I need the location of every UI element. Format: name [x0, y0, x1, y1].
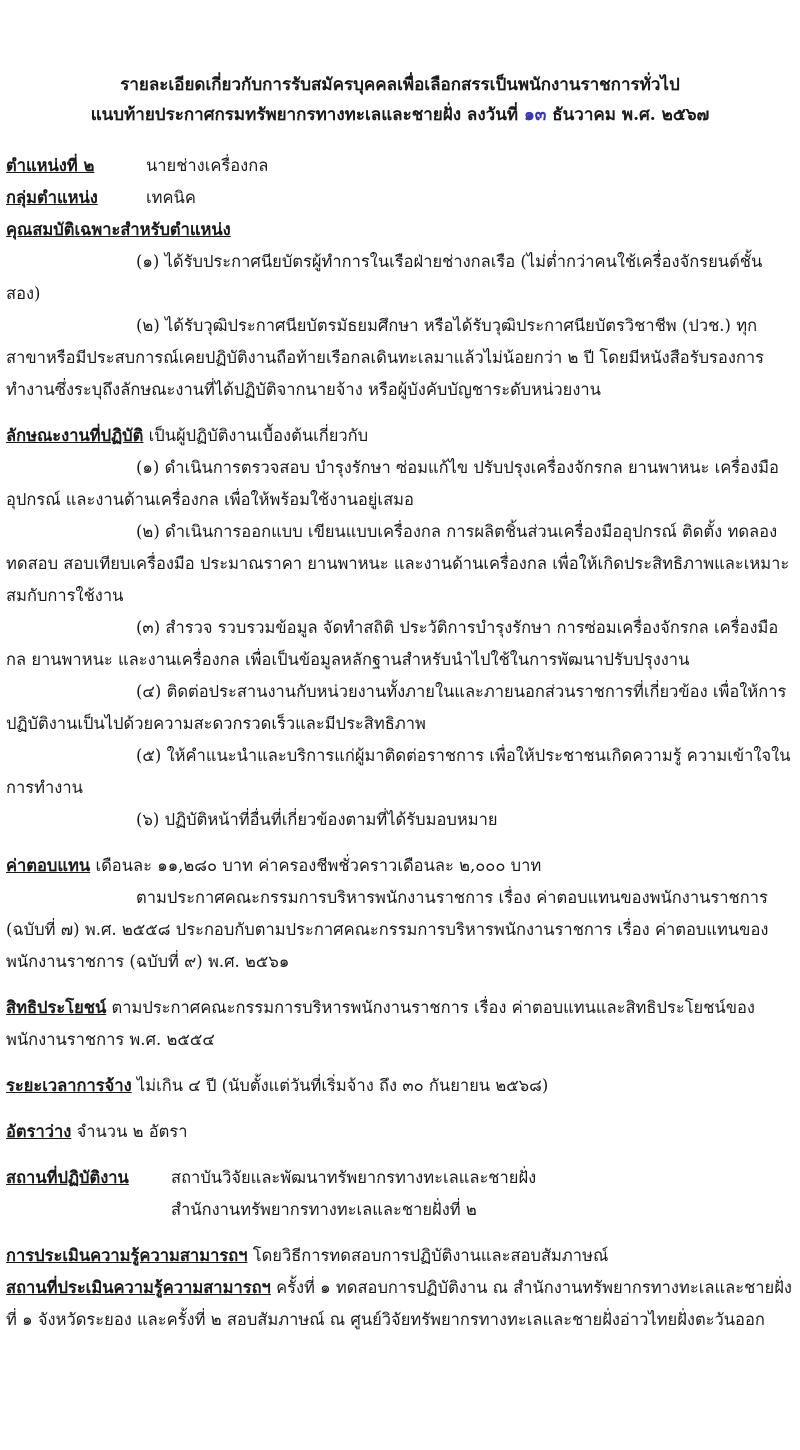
duties-intro: เป็นผู้ปฏิบัติงานเบื้องต้นเกี่ยวกับ: [148, 426, 369, 445]
qualifications-section: [6, 214, 794, 406]
position-row: [6, 150, 794, 182]
vacancy-value: จำนวน ๒ อัตรา: [76, 1122, 188, 1141]
compensation-detail: ตามประกาศคณะกรรมการบริหารพนักงานราชการ เรื่อง ค่าตอบแทนของพนักงานราชการ (ฉบับที่ ๗) พ.ศ. ๒๕๕๘ ประกอบกับตามประกาศคณะกรรมการบริหารพนักงานราชการ เรื่อง ค่าตอบแทนของพนักงานราชการ (ฉบับที่ ๙) พ.ศ. ๒๕๖๑: [6, 888, 769, 971]
workplace-section: [6, 1162, 794, 1226]
position-value: นายช่างเครื่องกล: [146, 156, 269, 175]
term-section: [6, 1070, 794, 1102]
duty-item: (๔) ติดต่อประสานงานกับหน่วยงานทั้งภายในและภายนอกส่วนราชการที่เกี่ยวข้อง เพื่อให้การปฏิบัติงานเป็นไปด้วยความสะดวกรวดเร็วและมีประสิทธิภาพ: [6, 682, 787, 733]
assessment-section: [6, 1240, 794, 1336]
benefits-section: [6, 992, 794, 1056]
assessment-place-label: สถานที่ประเมินความรู้ความสามารถฯ: [6, 1278, 271, 1297]
duties-section: [6, 420, 794, 836]
compensation-value: เดือนละ ๑๑,๒๘๐ บาท ค่าครองชีพชั่วคราวเดือนละ ๒,๐๐๐ บาท: [95, 856, 542, 875]
assessment-label: การประเมินความรู้ความสามารถฯ: [6, 1246, 248, 1265]
vacancy-label: อัตราว่าง: [6, 1122, 72, 1141]
compensation-section: [6, 850, 794, 978]
benefits-label: สิทธิประโยชน์: [6, 998, 107, 1017]
qualification-item: (๑) ได้รับประกาศนียบัตรผู้ทำการในเรือฝ่ายช่างกลเรือ (ไม่ต่ำกว่าคนใช้เครื่องจักรยนต์ชั้นสอง): [6, 252, 763, 303]
header-line-1: รายละเอียดเกี่ยวกับการรับสมัครบุคคลเพื่อเลือกสรรเป็นพนักงานราชการทั่วไป: [120, 75, 680, 95]
group-label: กลุ่มตำแหน่ง: [6, 188, 98, 207]
workplace-line-2: สำนักงานทรัพยากรทางทะเลและชายฝั่งที่ ๒: [171, 1200, 477, 1219]
duty-item: (๕) ให้คำแนะนำและบริการแก่ผู้มาติดต่อราชการ เพื่อให้ประชาชนเกิดความรู้ ความเข้าใจในการทำงาน: [6, 746, 791, 797]
header-line-2-suffix: ธันวาคม พ.ศ. ๒๕๖๗: [552, 105, 710, 125]
duty-item: (๖) ปฏิบัติหน้าที่อื่นที่เกี่ยวข้องตามที่ได้รับมอบหมาย: [136, 810, 498, 829]
duty-item: (๒) ดำเนินการออกแบบ เขียนแบบเครื่องกล การผลิตชิ้นส่วนเครื่องมืออุปกรณ์ ติดตั้ง ทดลอง ทดสอบ สอบเทียบเครื่องมือ ประมาณราคา ยานพาหนะ และงานด้านเครื่องกล เพื่อให้เกิดประสิทธิภาพและเหมาะสมกับการใช้งาน: [6, 522, 790, 605]
workplace-line-1: สถาบันวิจัยและพัฒนาทรัพยากรทางทะเลและชายฝั่ง: [171, 1168, 537, 1187]
qualification-item: (๒) ได้รับวุฒิประกาศนียบัตรมัธยมศึกษา หรือได้รับวุฒิประกาศนียบัตรวิชาชีพ (ปวช.) ทุกสาขาหรือมีประสบการณ์เคยปฏิบัติงานถือท้ายเรือกลเดินทะเลมาแล้วไม่น้อยกว่า ๒ ปี โดยมีหนังสือรับรองการทำงานซึ่งระบุถึงลักษณะงานที่ได้ปฏิบัติจากนายจ้าง หรือผู้บังคับบัญชาระดับหน่วยงาน: [6, 316, 764, 399]
compensation-label: ค่าตอบแทน: [6, 856, 91, 875]
document-header: [6, 70, 794, 130]
duty-item: (๑) ดำเนินการตรวจสอบ บำรุงรักษา ซ่อมแก้ไข ปรับปรุงเครื่องจักรกล ยานพาหนะ เครื่องมือ อุปกรณ์ และงานด้านเครื่องกล เพื่อให้พร้อมใช้งานอยู่เสมอ: [6, 458, 779, 509]
workplace-label: สถานที่ปฏิบัติงาน: [6, 1168, 129, 1187]
group-value: เทคนิค: [146, 188, 196, 207]
header-line-2: [6, 100, 794, 130]
position-label: ตำแหน่งที่ ๒: [6, 156, 95, 175]
group-row: [6, 182, 794, 214]
assessment-place-value: ครั้งที่ ๑ ทดสอบการปฏิบัติงาน ณ สำนักงานทรัพยากรทางทะเลและชายฝั่งที่ ๑ จังหวัดระยอง และครั้งที่ ๒ สอบสัมภาษณ์ ณ ศูนย์วิจัยทรัพยากรทางทะเลและชายฝั่งอ่าวไทยฝั่งตะวันออก: [6, 1278, 792, 1329]
duty-item: (๓) สำรวจ รวบรวมข้อมูล จัดทำสถิติ ประวัติการบำรุงรักษา การซ่อมเครื่องจักรกล เครื่องมือกล ยานพาหนะ และงานเครื่องกล เพื่อเป็นข้อมูลหลักฐานสำหรับนำไปใช้ในการพัฒนาปรับปรุงงาน: [6, 618, 779, 669]
term-value: ไม่เกิน ๔ ปี (นับตั้งแต่วันที่เริ่มจ้าง ถึง ๓๐ กันยายน ๒๕๖๘): [136, 1076, 549, 1095]
assessment-value: โดยวิธีการทดสอบการปฏิบัติงานและสอบสัมภาษณ์: [252, 1246, 609, 1265]
duties-label: ลักษณะงานที่ปฏิบัติ: [6, 426, 144, 445]
header-date-day: ๑๓: [523, 105, 547, 125]
benefits-value: ตามประกาศคณะกรรมการบริหารพนักงานราชการ เรื่อง ค่าตอบแทนและสิทธิประโยชน์ของพนักงานราชการ พ.ศ. ๒๕๕๔: [6, 998, 755, 1049]
qualifications-label: คุณสมบัติเฉพาะสำหรับตำแหน่ง: [6, 220, 231, 239]
header-line-2-prefix: แนบท้ายประกาศกรมทรัพยากรทางทะเลและชายฝั่ง ลงวันที่: [90, 105, 519, 125]
term-label: ระยะเวลาการจ้าง: [6, 1076, 132, 1095]
vacancy-section: [6, 1116, 794, 1148]
